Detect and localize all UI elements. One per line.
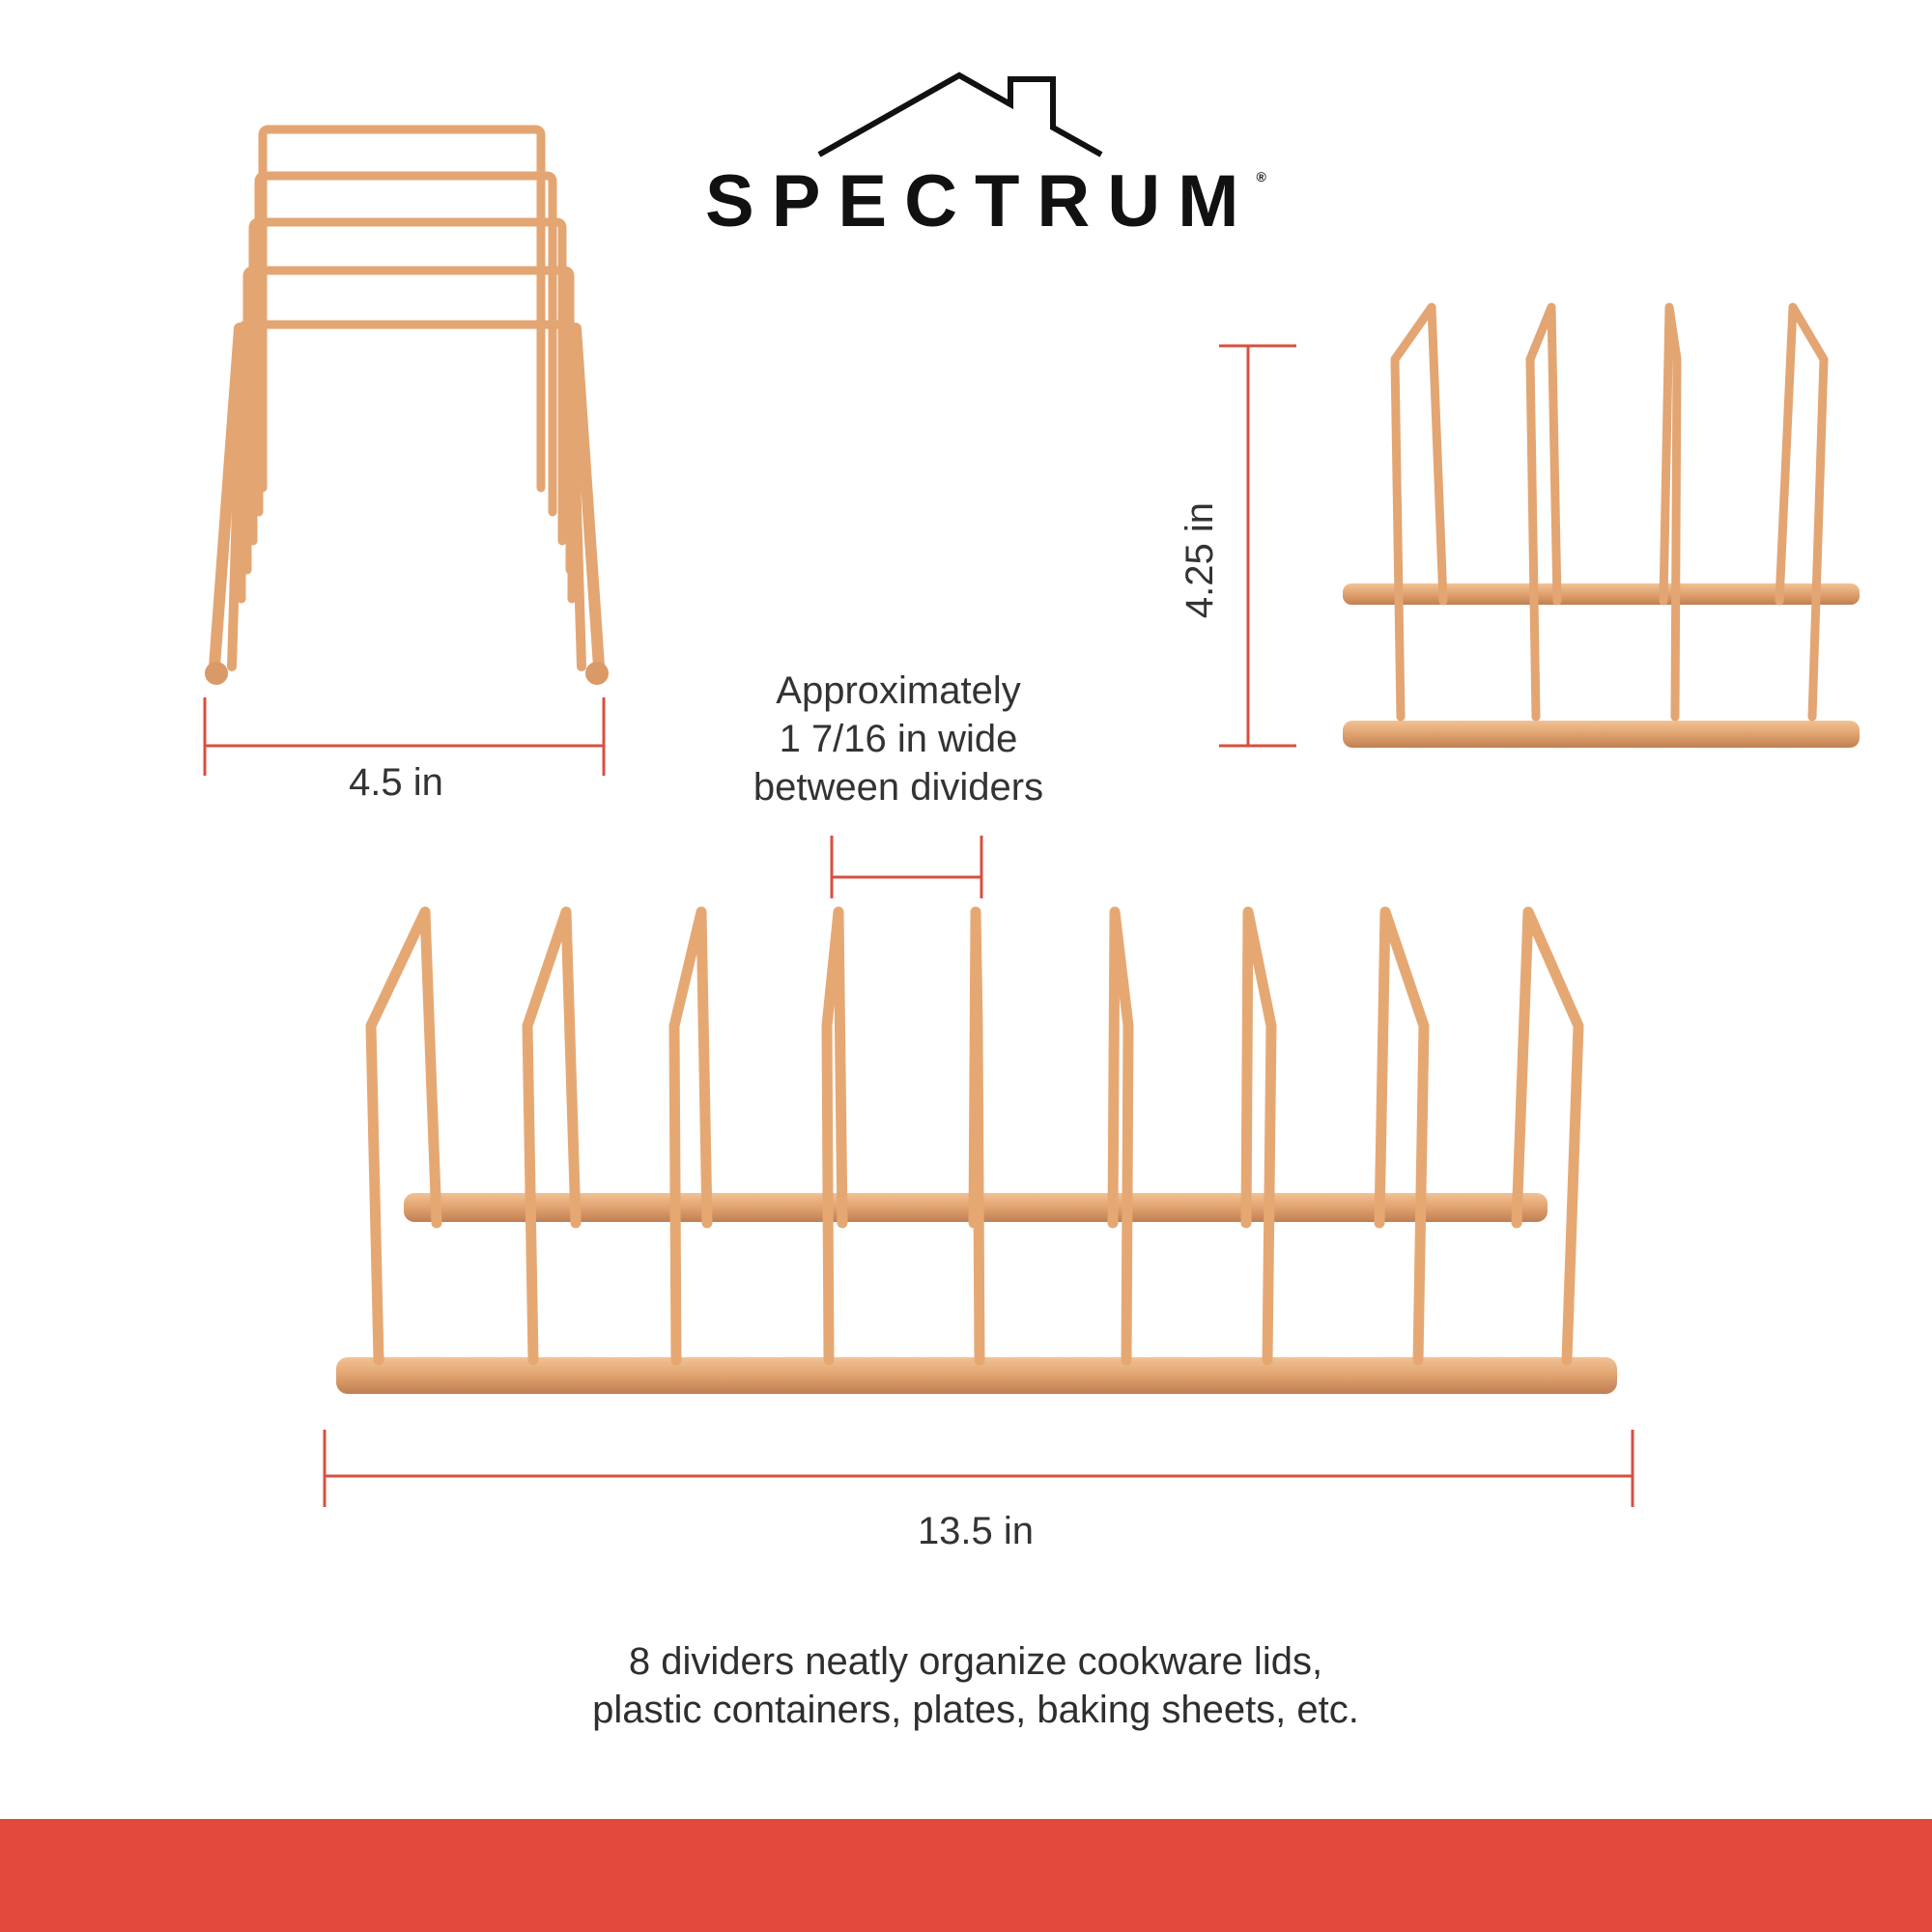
description-line-1: 8 dividers neatly organize cookware lids, [628,1640,1323,1683]
divider-gap-label-line-1: Approximately [776,669,1021,712]
description-line-2: plastic containers, plates, baking sheets, etc. [592,1689,1359,1731]
divider-gap-label-line-3: between dividers [753,766,1044,809]
length-label: 13.5 in [917,1510,1035,1552]
divider-gap-label-line-2: 1 7/16 in wide [779,718,1018,760]
divider-gap-dimension-line [832,836,981,898]
rack-front-view [336,912,1617,1394]
rack-end-view [1343,307,1860,748]
divider-gap-label [676,667,1121,811]
product-description [435,1637,1517,1734]
height-label: 4.25 in [1179,501,1221,619]
rack-side-view [214,129,599,667]
registered-mark: ® [1256,169,1266,185]
height-dimension-line [1219,346,1296,746]
brand-name: SPECTRUM® [705,160,1266,242]
width-label: 4.5 in [349,761,443,804]
footer-accent-bar [0,1819,1932,1932]
length-dimension-line [325,1430,1633,1507]
